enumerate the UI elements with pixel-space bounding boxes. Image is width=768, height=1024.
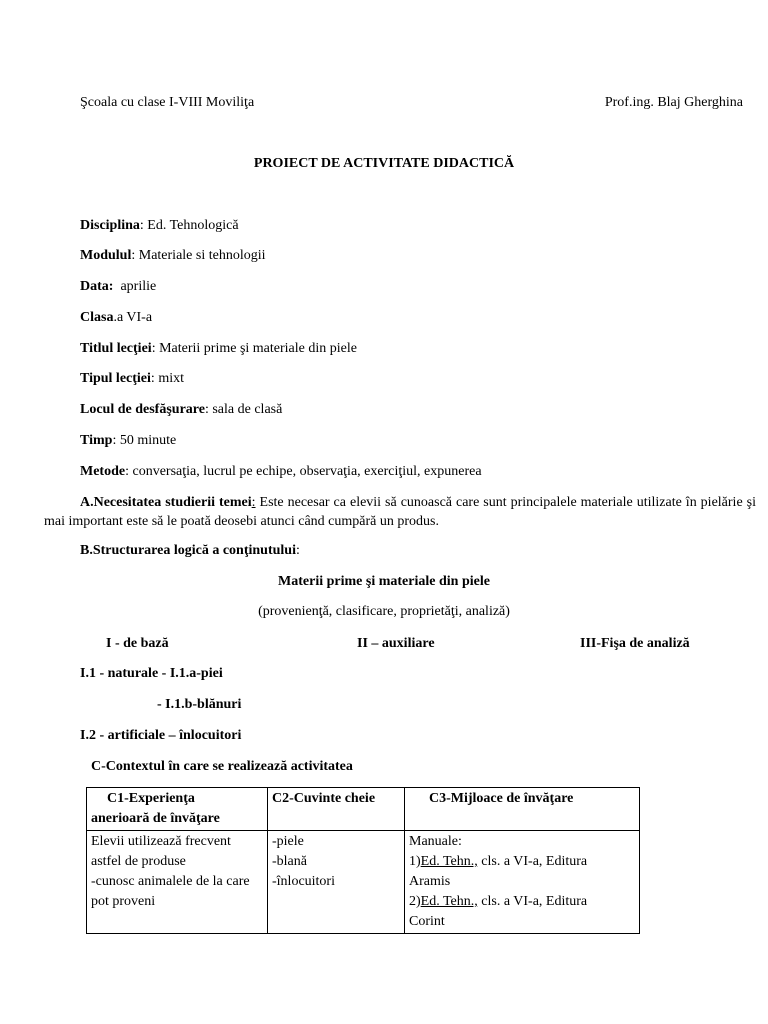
field-metode: Metode: conversaţia, lucrul pe echipe, observaţia, exerciţiul, expunerea <box>80 464 482 479</box>
field-modulul: Modulul: Materiale si tehnologii <box>80 248 266 263</box>
category-de-baza: I - de bază <box>106 636 169 651</box>
category-fisa-analiza: III-Fişa de analiză <box>580 636 690 651</box>
section-b-heading: B.Structurarea logică a conţinutului: <box>80 543 300 558</box>
item-naturale: I.1 - naturale - I.1.a-piei <box>80 666 223 681</box>
document-title: PROIECT DE ACTIVITATE DIDACTICĂ <box>253 156 515 171</box>
item-blanuri: - I.1.b-blănuri <box>157 697 242 712</box>
teacher-name: Prof.ing. Blaj Gherghina <box>604 95 743 110</box>
field-clasa: Clasa.a VI-a <box>80 310 153 325</box>
category-auxiliare: II – auxiliare <box>357 636 435 651</box>
field-data: Data: aprilie <box>80 279 157 294</box>
field-timp: Timp: 50 minute <box>80 433 177 448</box>
item-artificiale: I.2 - artificiale – înlocuitori <box>80 728 242 743</box>
structure-note: (provenienţă, clasificare, proprietăţi, analiză) <box>258 604 510 619</box>
field-locul: Locul de desfăşurare: sala de clasă <box>80 402 283 417</box>
table-row <box>87 831 640 934</box>
school-name: Şcoala cu clase I-VIII Moviliţa <box>80 95 255 110</box>
header-cuvinte-cheie: C2-Cuvinte cheie <box>268 788 405 831</box>
table-header-row <box>87 788 640 831</box>
field-titlul-lectiei: Titlul lecţiei: Materii prime şi materiale din piele <box>80 341 357 356</box>
field-tipul-lectiei: Tipul lecţiei: mixt <box>80 371 184 386</box>
header-experienta: C1-Experienţa anerioară de învăţare <box>87 788 268 831</box>
cell-mijloace: Manuale: 1)Ed. Tehn., cls. a VI-a, Editura Aramis 2)Ed. Tehn., cls. a VI-a, Editura Corint <box>405 831 640 934</box>
field-disciplina: Disciplina: Ed. Tehnologică <box>80 218 239 233</box>
cell-experienta: Elevii utilizează frecvent astfel de produse -cunosc animalele de la care pot proveni <box>87 831 268 934</box>
cell-cuvinte-cheie: -piele -blană -înlocuitori <box>268 831 405 934</box>
context-table <box>86 787 640 934</box>
structure-subtitle: Materii prime şi materiale din piele <box>278 574 490 589</box>
header-mijloace: C3-Mijloace de învăţare <box>405 788 640 831</box>
section-a-paragraph: A.Necesitatea studierii temei: Este necesar ca elevii să cunoască care sunt principalele materiale utilizate în pielărie şi mai important este să le poată deosebi atunci când cumpără un produs. <box>44 495 756 529</box>
section-c-heading: C-Contextul în care se realizează activitatea <box>91 759 353 774</box>
